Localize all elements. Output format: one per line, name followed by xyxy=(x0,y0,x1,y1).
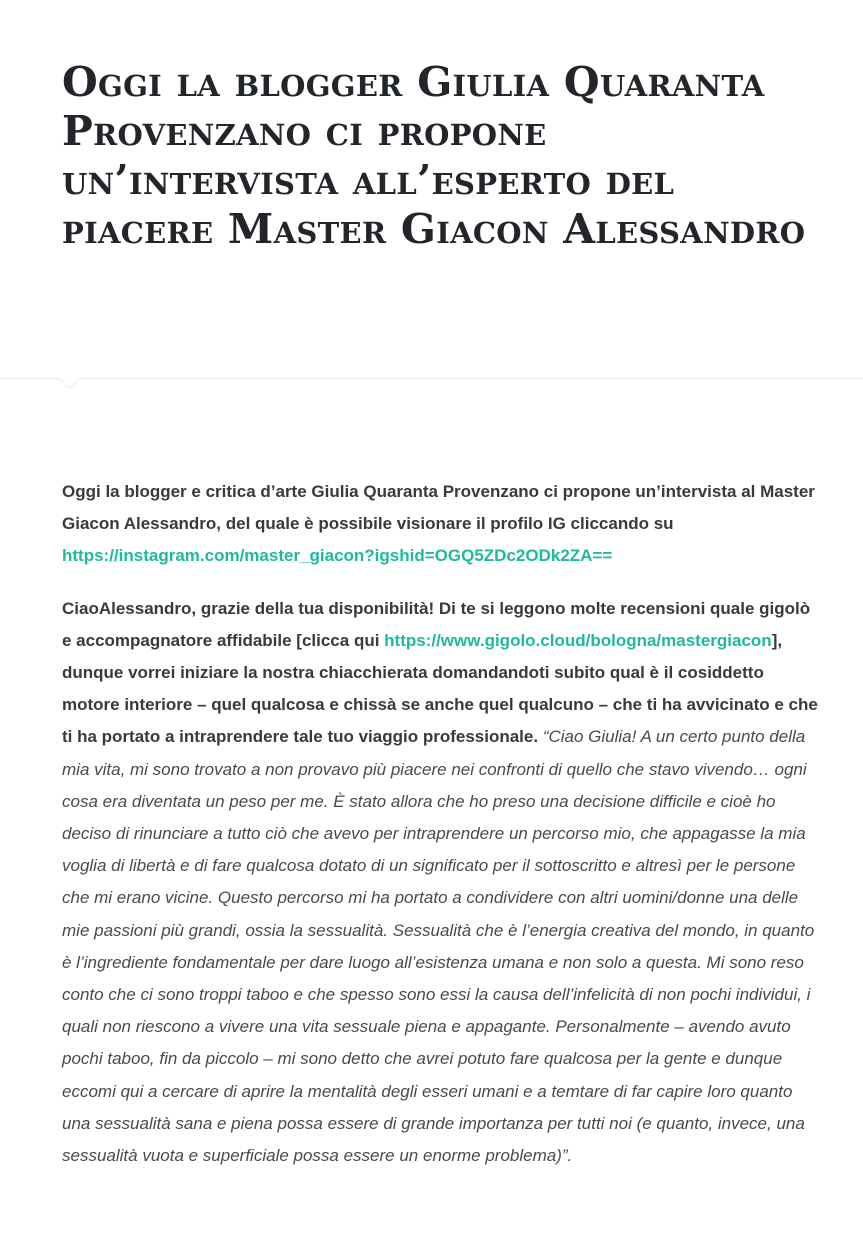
question-text-start: CiaoAlessandro, grazie della tua disponibilità! Di te si leggono molte recensioni quale gigolò e accompagnatore affidabile [clicca qui xyxy=(62,598,811,650)
instagram-link[interactable]: https://instagram.com/master_giacon?igshid=OGQ5ZDc2ODk2ZA== xyxy=(62,546,613,566)
question-paragraph xyxy=(62,593,824,1173)
question-text-end: ], dunque vorrei iniziare la nostra chiacchierata domandandoti subito qual è il cosiddetto motore interiore – quel qualcosa e chissà se anche quel qualcuno – che ti ha avvicinato e che ti ha portato a intraprendere tale tuo viaggio professionale. xyxy=(62,630,818,747)
intro-text: Oggi la blogger e critica d’arte Giulia Quaranta Provenzano ci propone un’intervista al Master Giacon Alessandro, del quale è possibile visionare il profilo IG cliccando su xyxy=(62,482,815,534)
page-header xyxy=(0,0,863,378)
page-title: Oggi la blogger Giulia Quaranta Provenzano ci propone un’intervista all’esperto del piacere Master Giacon Alessandro xyxy=(62,58,806,253)
article-body xyxy=(62,476,824,1192)
intro-paragraph xyxy=(62,476,824,573)
header-divider xyxy=(0,378,863,379)
gigolo-profile-link[interactable]: https://www.gigolo.cloud/bologna/mastergiacon xyxy=(384,630,772,650)
answer-text: “Ciao Giulia! A un certo punto della mia vita, mi sono trovato a non provavo più piacere nei confronti di quello che stavo vivendo… ogni cosa era diventata un peso per me. È stato allora che ho preso una decisione difficile e cioè ho deciso di rinunciare a tutto ciò che avevo per intraprendere un percorso mio, che appagasse la mia voglia di libertà e di fare qualcosa dotato di un significato per il sottoscritto e altresì per le persone che mi erano vicine. Questo percorso mi ha portato a condividere con altri uomini/donne una delle mie passioni più grandi, ossia la sessualità. Sessualità che è l’energia creativa del mondo, in quanto è l’ingrediente fondamentale per dare luogo all’esistenza umana e non solo a questa. Mi sono reso conto che ci sono troppi taboo e che spesso sono essi la causa dell’infelicità di non pochi individui, i quali non riescono a vivere una vita sessuale piena e appagante. Personalmente – avendo avuto pochi taboo, fin da piccolo – mi sono detto che avrei potuto fare qualcosa per la gente e dunque eccomi qui a cercare di aprire la mentalità degli esseri umani e a temtare di far capire loro quanto una sessualità sana e piena possa essere di grande importanza per tutti noi (e quanto, invece, una sessualità vuota e superficiale possa essere un enorme problema)”. xyxy=(62,727,815,1166)
